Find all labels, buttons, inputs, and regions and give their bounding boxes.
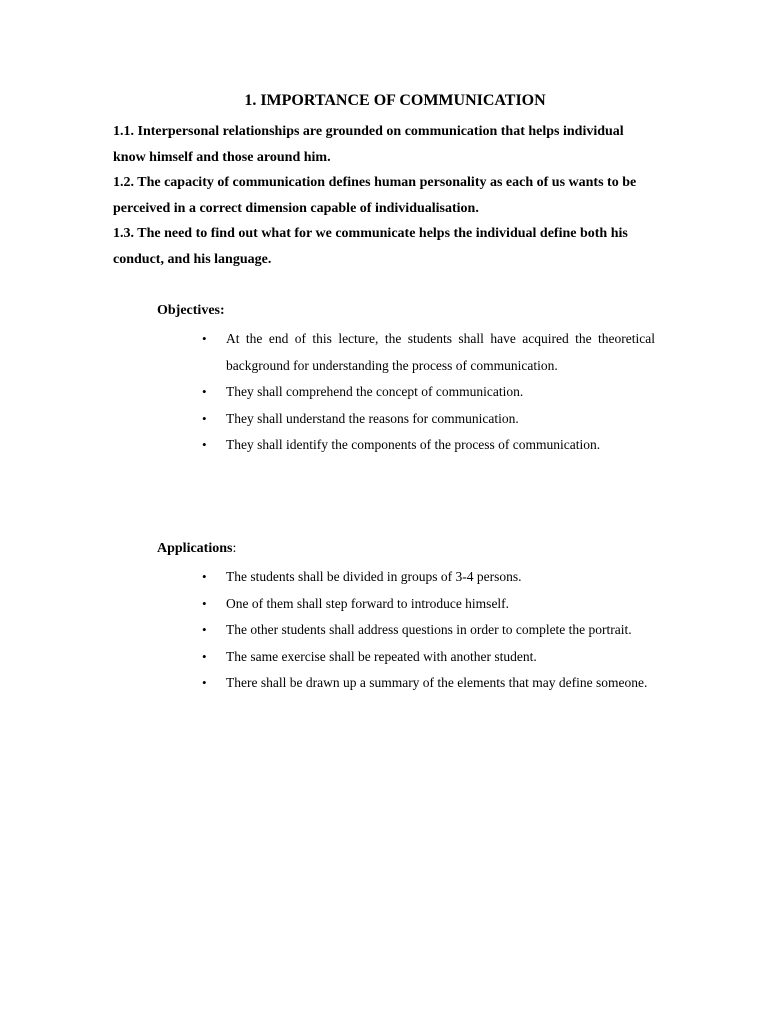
objective-text: They shall understand the reasons for communication. bbox=[226, 410, 519, 426]
list-item bbox=[202, 591, 655, 618]
list-item bbox=[202, 670, 655, 697]
objective-text: They shall comprehend the concept of communication. bbox=[226, 384, 524, 399]
list-item bbox=[202, 406, 655, 433]
application-text: The students shall be divided in groups of 3-4 persons. bbox=[226, 569, 522, 584]
bullet-icon: • bbox=[202, 331, 207, 346]
objective-text: At the end of this lecture, the students shall have acquired the theoretical background for understanding the process of communication. bbox=[226, 331, 655, 373]
bullet-icon: • bbox=[202, 595, 207, 611]
list-item bbox=[202, 617, 655, 644]
applications-heading-text: Applications bbox=[157, 541, 233, 556]
bullet-icon: • bbox=[202, 410, 207, 426]
bullet-icon: • bbox=[202, 569, 207, 584]
bullet-icon: • bbox=[202, 384, 207, 399]
applications-heading bbox=[157, 538, 236, 560]
bullet-icon: • bbox=[202, 675, 207, 690]
objectives-heading-text: Objectives: bbox=[157, 303, 225, 318]
bullet-icon: • bbox=[202, 437, 207, 452]
page-title: 1. IMPORTANCE OF COMMUNICATION bbox=[244, 92, 546, 109]
application-text: The same exercise shall be repeated with another student. bbox=[226, 648, 537, 664]
list-item bbox=[202, 644, 655, 671]
list-item bbox=[202, 379, 655, 406]
intro-point-1-3: 1.3. The need to find out what for we communicate helps the individual define both his conduct, and his language. bbox=[113, 226, 628, 267]
list-item bbox=[202, 432, 655, 459]
application-text: The other students shall address questions in order to complete the portrait. bbox=[226, 622, 632, 637]
objective-text: They shall identify the components of the process of communication. bbox=[226, 437, 601, 452]
intro-point-1-1: 1.1. Interpersonal relationships are grounded on communication that helps individual know himself and those around him. bbox=[113, 124, 624, 165]
objectives-heading bbox=[157, 300, 225, 322]
applications-heading-colon: : bbox=[232, 541, 237, 556]
list-item bbox=[202, 326, 655, 379]
intro-points bbox=[113, 119, 653, 272]
objectives-list bbox=[202, 326, 655, 459]
application-text: One of them shall step forward to introduce himself. bbox=[226, 595, 510, 611]
intro-point-1-2: 1.2. The capacity of communication defines human personality as each of us wants to be perceived in a correct dimension capable of individualisation. bbox=[113, 175, 637, 216]
list-item bbox=[202, 564, 655, 591]
applications-list bbox=[202, 564, 655, 697]
bullet-icon: • bbox=[202, 648, 207, 664]
application-text: There shall be drawn up a summary of the elements that may define someone. bbox=[226, 675, 648, 690]
bullet-icon: • bbox=[202, 622, 207, 637]
